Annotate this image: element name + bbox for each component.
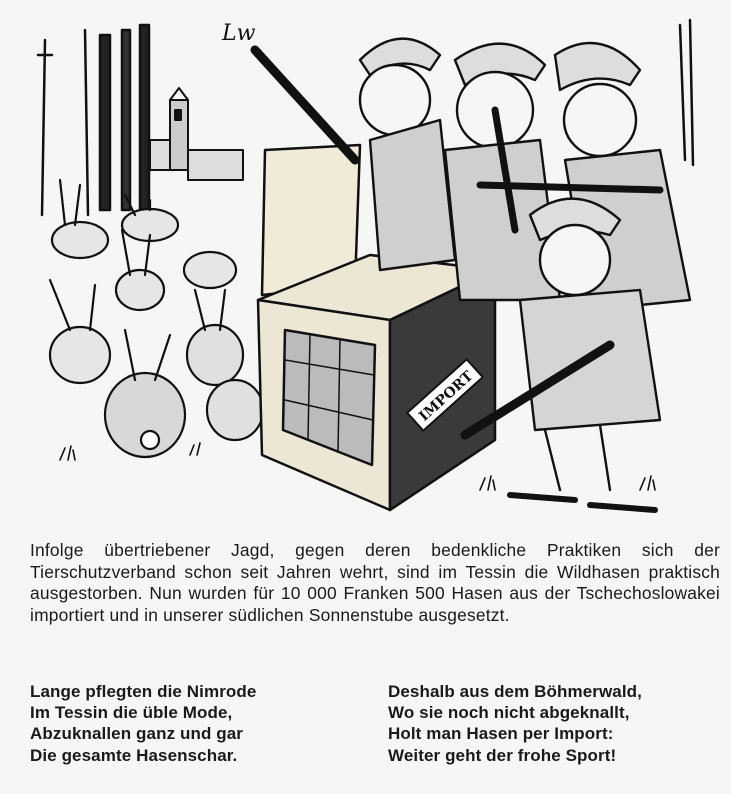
hares-group — [50, 180, 263, 457]
verse-line: Deshalb aus dem Böhmerwald, — [388, 682, 642, 701]
crate-import-label: IMPORT — [416, 368, 477, 425]
church-village — [150, 88, 243, 180]
caption-text: Infolge übertriebener Jagd, gegen deren bedenkliche Praktiken sich der Tierschutzverband schon seit Jahren wehrt, sind im Tessin die Wildhasen praktisch ausgestorben. Nun wurden für 10 000 Franken 500 Hasen aus der Tschechoslowakei importiert und in unserer südlichen Sonnenstube ausgesetzt. — [30, 540, 720, 625]
verse-line: Holt man Hasen per Import: — [388, 724, 614, 744]
verse-line: Im Tessin die üble Mode, — [30, 703, 233, 723]
verse-line: Lange pflegten die Nimrode — [30, 682, 257, 701]
verse-right-stanza — [388, 681, 642, 766]
verse-line: Wo sie noch nicht abgeknallt, — [388, 703, 630, 723]
artist-signature: Lw — [222, 21, 256, 46]
verse-line: Abzuknallen ganz und gar — [30, 724, 244, 744]
verse-line: Weiter geht der frohe Sport! — [388, 745, 617, 765]
verse-left-stanza — [30, 681, 256, 766]
verse-line: Die gesamte Hasenschar. — [30, 745, 238, 765]
